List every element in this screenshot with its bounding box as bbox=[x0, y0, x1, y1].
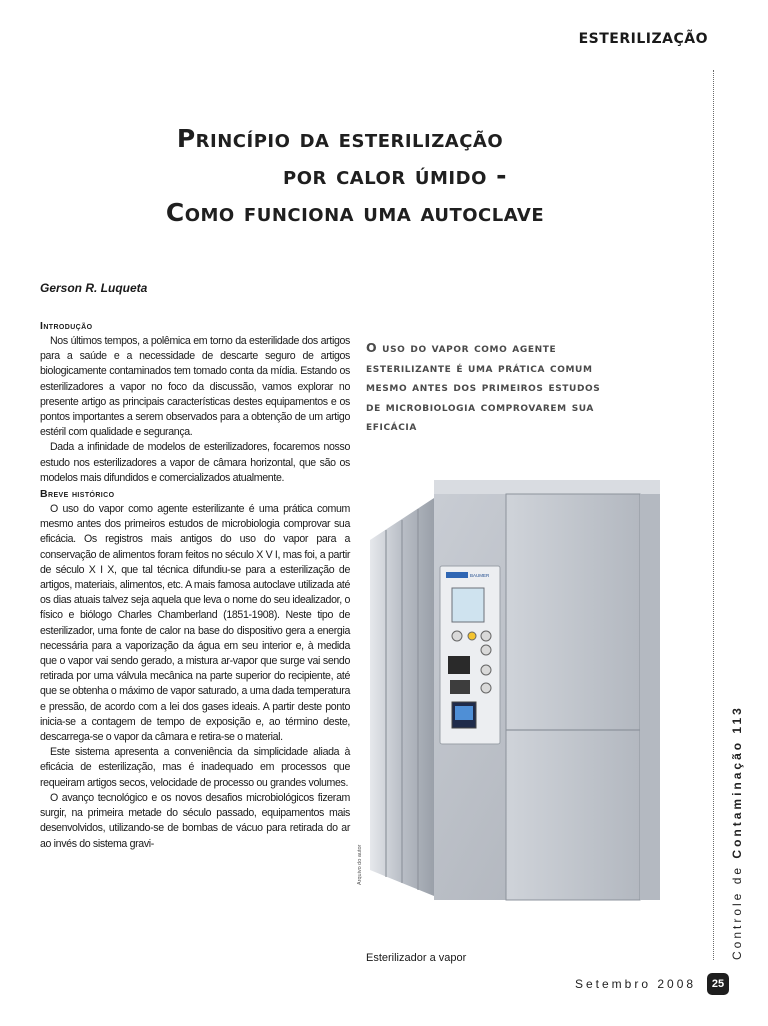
issue-number: 113 bbox=[730, 705, 744, 734]
journal-word-1: Controle bbox=[730, 890, 744, 960]
section-heading-introducao: Introdução bbox=[40, 320, 93, 332]
journal-name-vertical bbox=[730, 705, 744, 960]
body-paragraph: O avanço tecnológico e os novos desafios microbiológicos fizeram surgir, na primeira metade do século passado, equipamentos mais desenvolvidos, utilizando-se de bombas de vácuo para retirada do ar ao invés do sistema gravi- bbox=[40, 791, 350, 850]
issue-date: Setembro 2008 bbox=[575, 977, 697, 991]
autoclave-photo bbox=[366, 480, 660, 946]
body-paragraph: Dada a infinidade de modelos de esterilizadores, focaremos nosso estudo nos esterilizadores a vapor de câmara horizontal, que são os modelos mais difundidos e comercializados atualmente. bbox=[40, 441, 350, 484]
body-paragraph: Este sistema apresenta a conveniência da simplicidade aliada à eficácia de esterilização, mas é inadequado em processos que requeiram artigos secos, velocidade de processo ou grandes volumes. bbox=[40, 746, 350, 789]
article-body bbox=[40, 318, 350, 852]
section-header: ESTERILIZAÇÃO bbox=[578, 31, 708, 47]
title-line-2: por calor úmido - bbox=[283, 161, 507, 190]
body-paragraph: O uso do vapor como agente esterilizante é uma prática comum mesmo antes dos primeiros estudos de microbiologia comprovar sua eficácia. Os registros mais antigos do uso do vapor para a conservação de alimentos foram feitos no século X V I, mas foi, a partir de século X I X, que tal técnica difundiu-se para a esterilização de artigos, materiais, alimentos, etc. A mais famosa autoclave utilizada até os dias atuais talvez seja aquela que leva o nome do seu idealizador, o físico e biólogo Charles Chamberland (1851-1908). Neste tipo de esterilizador, uma fonte de calor na base do dispositivo gera a energia necessária para a vaporização da água em seu interior e, à medida que o vapor vai sendo gerado, a mistura ar-vapor que surge vai sendo retirada por uma válvula mecânica na parte superior do recipiente, até que se obtenha o máximo de vapor saturado, a uma dada temperatura e pressão, de acordo com a lei dos gases ideais. A partir deste ponto inicia-se a contagem de tempo de exposição e, ao término deste, descarrega-se o vapor da câmara e retira-se o material. bbox=[40, 503, 350, 744]
page-number: 25 bbox=[707, 973, 729, 995]
journal-word-2: de bbox=[730, 864, 744, 885]
control-panel bbox=[440, 566, 500, 744]
photo-caption: Esterilizador a vapor bbox=[366, 952, 467, 964]
side-dotted-rule bbox=[713, 70, 714, 960]
article-title bbox=[60, 120, 660, 231]
title-line-1: Princípio da esterilização bbox=[176, 124, 504, 153]
section-heading-historico: Breve histórico bbox=[40, 488, 115, 501]
body-paragraph: Nos últimos tempos, a polêmica em torno da esterilidade dos artigos para a saúde e a necessidade de descarte seguro de artigos biologicamente contaminados tem tomado conta da mídia. Estando os esterilizadores a vapor no foco da discussão, vamos explorar no presente artigo as principais características destes equipamentos e os pontos importantes a serem observados para a obtenção de um artigo estéril com qualidade e segurança. bbox=[40, 335, 350, 439]
photo-credit: Arquivo do autor bbox=[357, 844, 363, 885]
journal-word-3: Contaminação bbox=[730, 739, 744, 859]
cabinet-side bbox=[370, 498, 434, 896]
title-line-3: Como funciona uma autoclave bbox=[165, 198, 545, 227]
author-byline: Gerson R. Luqueta bbox=[40, 281, 148, 295]
device-brand-label: BAUMER bbox=[470, 573, 490, 578]
pull-quote: O uso do vapor como agente esterilizante é uma prática comum mesmo antes dos primeiros estudos de microbiologia comprovarem sua eficácia bbox=[366, 340, 601, 433]
